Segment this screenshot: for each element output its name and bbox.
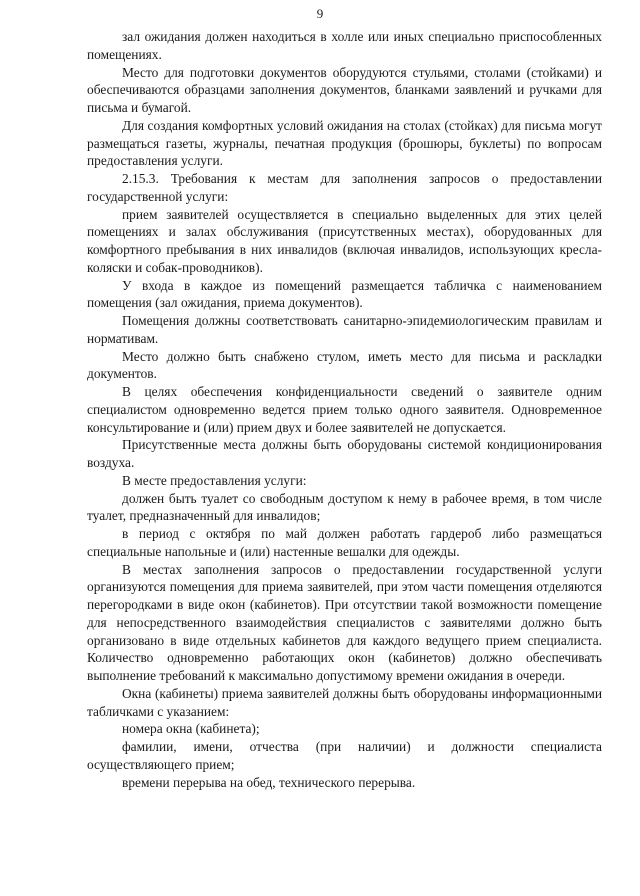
page-number: 9 xyxy=(316,6,324,21)
paragraph-waiting-hall: зал ожидания должен находиться в холле или иных специально приспособленных помещениях. xyxy=(87,29,602,62)
paragraph-air-conditioning: Присутственные места должны быть оборудованы системой кондиционирования воздуха. xyxy=(87,437,602,470)
paragraph-chair-and-writing-place: Место должно быть снабжено стулом, иметь место для письма и раскладки документов. xyxy=(87,348,602,382)
document-body xyxy=(87,28,602,791)
paragraph-section-2-15-3: 2.15.3. Требования к местам для заполнения запросов о предоставлении государственной услуги: xyxy=(87,171,602,204)
paragraph-specialist-name: фамилии, имени, отчества (при наличии) и должности специалиста осуществляющего прием; xyxy=(87,739,602,772)
paragraph-document-preparation-place: Место для подготовки документов оборудуются стульями, столами (стойками) и обеспечиваются образцами заполнения документов, бланками заявлений и ручками для письма и бумагой. xyxy=(87,64,602,115)
paragraph-reception-rooms: В местах заполнения запросов о предоставлении государственной услуги организуются помещения для приема заявителей, при этом части помещения отделяются перегородками в виде окон (кабинетов). При отсутствии такой возможности помещение для непосредственного взаимодействия специалистов с заявителями должно быть организовано в виде отдельных кабинетов для каждого ведущего прием специалиста. Количество одновременно работающих окон (кабинетов) должно обеспечивать выполнение требований к максимально допустимому времени ожидания в очереди. xyxy=(87,561,602,683)
paragraph-comfort-conditions: Для создания комфортных условий ожидания на столах (стойках) для письма могут размещаться газеты, журналы, печатная продукция (брошюры, буклеты) по вопросам предоставления услуги. xyxy=(87,117,602,169)
paragraph-toilet: должен быть туалет со свободным доступом к нему в рабочее время, в том числе туалет, предназначенный для инвалидов; xyxy=(87,490,602,524)
paragraph-window-number: номера окна (кабинета); xyxy=(122,721,260,737)
paragraph-wardrobe: в период с октября по май должен работать гардероб либо размещаться специальные напольные и (или) настенные вешалки для одежды. xyxy=(87,526,602,559)
paragraph-service-place-intro: В месте предоставления услуги: xyxy=(122,472,307,488)
paragraph-applicant-reception: прием заявителей осуществляется в специально выделенных для этих целей помещениях и залах обслуживания (присутственных местах), оборудованных для комфортного пребывания в них инвалидов (включая инвалидов, использующих кресла-коляски и собак-проводников). xyxy=(87,206,602,275)
paragraph-confidentiality: В целях обеспечения конфиденциальности сведений о заявителе одним специалистом одновременно ведется прием только одного заявителя. Одновременное консультирование и (или) прием двух и более заявителей не допускается. xyxy=(87,384,602,435)
paragraph-window-signs: Окна (кабинеты) приема заявителей должны быть оборудованы информационными табличками с указанием: xyxy=(87,685,602,719)
paragraph-break-time: времени перерыва на обед, технического перерыва. xyxy=(122,774,416,790)
paragraph-sanitary-rules: Помещения должны соответствовать санитарно-эпидемиологическим правилам и нормативам. xyxy=(87,313,602,346)
paragraph-entrance-sign: У входа в каждое из помещений размещается табличка с наименованием помещения (зал ожидания, приема документов). xyxy=(87,277,602,311)
